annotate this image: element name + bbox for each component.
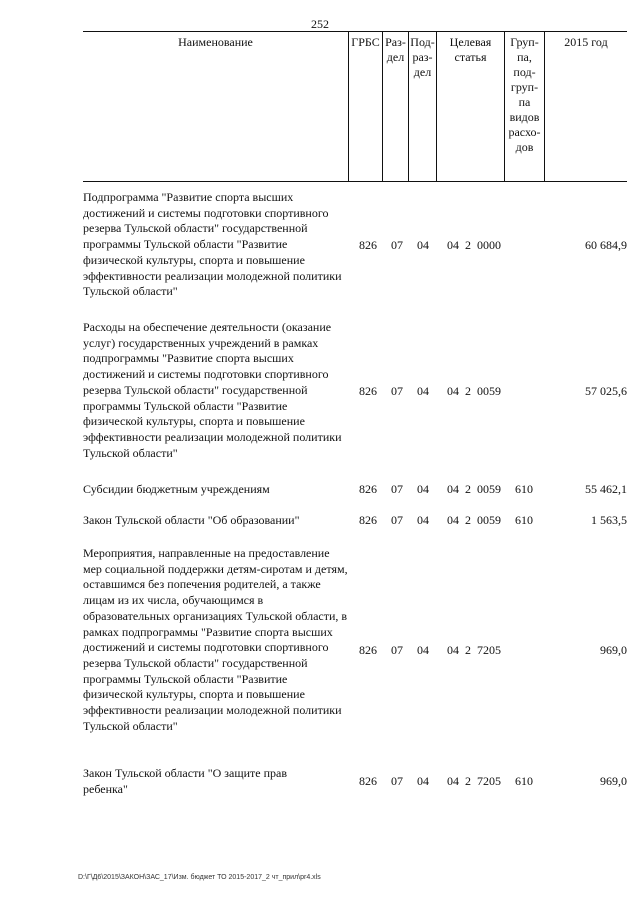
row-grbs: 826 [359,643,377,657]
row-podrazdel: 04 [417,482,429,496]
row-razdel: 07 [391,774,403,788]
row-name: Субсидии бюджетным учреждениям [83,482,270,496]
header-razdel: Раз- дел [383,32,409,181]
row-grbs: 826 [359,482,377,496]
row-grbs: 826 [359,238,377,252]
table-row [83,482,627,500]
header-grbs: ГРБС [349,32,383,181]
row-gruppa: 610 [515,774,533,788]
table-header [83,31,627,182]
row-sum: 969,0 [600,643,627,657]
row-name: Закон Тульской области "Об образовании" [83,513,300,527]
row-name: Расходы на обеспечение деятельности (оказание услуг) государственных учреждений в рамках подпрограммы "Развитие спорта высших достижений и системы подготовки спортивного резерва Тульской области" государственной программы Тульской области "Развитие физической культуры, спорта и повышение эффективности реализации молодежной политики Тульской области" [83,320,342,460]
row-podrazdel: 04 [417,384,429,398]
header-podrazdel: Под- раз- дел [409,32,437,181]
row-grbs: 826 [359,774,377,788]
row-razdel: 07 [391,643,403,657]
row-sum: 1 563,5 [591,513,627,527]
row-razdel: 07 [391,513,403,527]
row-sum: 60 684,9 [585,238,627,252]
row-sum: 55 462,1 [585,482,627,496]
header-name: Наименование [83,32,349,181]
row-grbs: 826 [359,384,377,398]
table-row [83,766,627,800]
row-celevaya: 04 2 7205 [447,774,501,788]
row-name: Подпрограмма "Развитие спорта высших достижений и системы подготовки спортивного резерва Тульской области" государственной программы Тульской области "Развитие физической культуры, спорта и повышение эффективности реализации молодежной политики Тульской области" [83,190,342,299]
row-name: Закон Тульской области "О защите прав ребенка" [83,766,288,796]
row-celevaya: 04 2 7205 [447,643,501,657]
header-year: 2015 год [564,35,608,49]
row-celevaya: 04 2 0000 [447,238,501,252]
row-razdel: 07 [391,482,403,496]
row-podrazdel: 04 [417,238,429,252]
header-celevaya: Целевая статья [437,32,505,181]
row-razdel: 07 [391,238,403,252]
row-gruppa: 610 [515,482,533,496]
row-podrazdel: 04 [417,774,429,788]
row-gruppa: 610 [515,513,533,527]
row-celevaya: 04 2 0059 [447,384,501,398]
row-sum: 57 025,6 [585,384,627,398]
row-celevaya: 04 2 0059 [447,513,501,527]
table-row [83,190,627,302]
header-gruppa: Груп- па, под- груп- па видов расхо- дов [505,32,545,181]
row-grbs: 826 [359,513,377,527]
file-path-footer: D:\Г\Д6\2015\ЗАКОН\ЗАС_17\Изм. бюджет ТО 2015-2017_2 чт_прил\pr4.xls [78,874,321,881]
row-celevaya: 04 2 0059 [447,482,501,496]
table-row [83,513,627,531]
row-podrazdel: 04 [417,643,429,657]
row-sum: 969,0 [600,774,627,788]
page-number: 252 [311,17,329,31]
row-podrazdel: 04 [417,513,429,527]
table-row [83,546,627,752]
table-row [83,320,627,460]
row-name: Мероприятия, направленные на предоставление мер социальной поддержки детям-сиротам и детям, оставшимся без попечения родителей, а также лицам из их числа, обучающимся в образовательных организациях Тульской области, в рамках подпрограммы "Развитие спорта высших достижений и системы подготовки спортивного резерва Тульской области" государственной программы Тульской области "Развитие физической культуры, спорта и повышение эффективности реализации молодежной политики Тульской области" [83,546,348,733]
row-razdel: 07 [391,384,403,398]
